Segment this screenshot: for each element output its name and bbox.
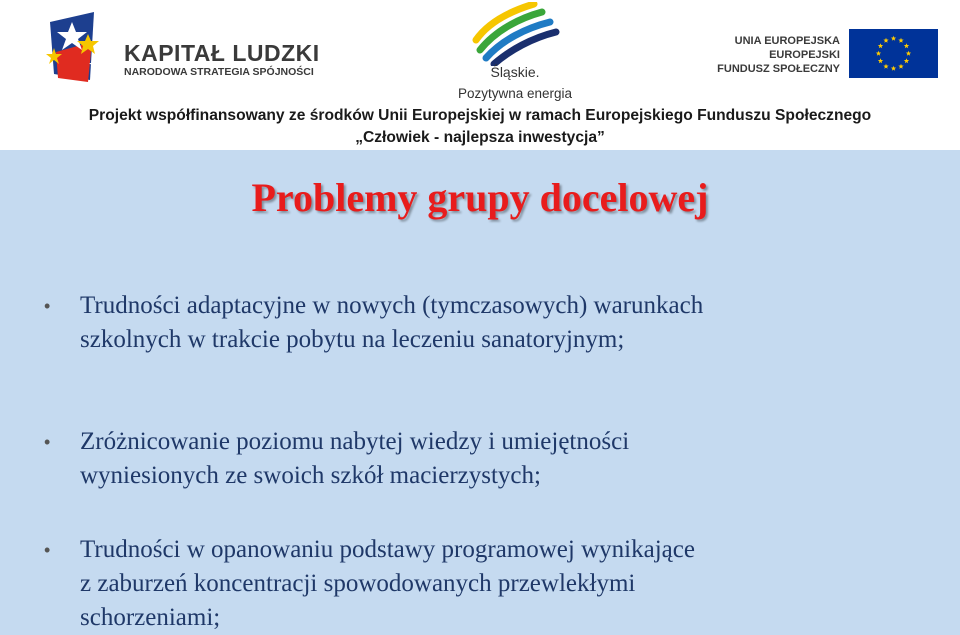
slaskie-name: Śląskie. xyxy=(490,64,540,80)
eu-line: UNIA EUROPEJSKA xyxy=(734,35,840,47)
bullet-item xyxy=(44,289,940,357)
eu-text-block xyxy=(700,34,840,76)
bullet-icon: • xyxy=(44,432,51,452)
kapital-ludzki-title: KAPITAŁ LUDZKI xyxy=(124,40,320,66)
bullet-item xyxy=(44,425,940,493)
logo-header xyxy=(0,0,960,150)
slaskie-logo-icon xyxy=(468,2,562,66)
eu-line: EUROPEJSKI xyxy=(769,49,840,61)
bullet-item xyxy=(44,533,940,635)
project-cofinancing-line: Projekt współfinansowany ze środków Unii Europejskiej w ramach Europejskiego Funduszu Społecznego xyxy=(88,107,872,124)
bullet-text-line: Zróżnicowanie poziomu nabytej wiedzy i umiejętności xyxy=(80,428,630,455)
slaskie-tagline: Pozytywna energia xyxy=(457,86,573,101)
project-slogan: „Człowiek - najlepsza inwestycja” xyxy=(355,129,605,146)
bullet-text-line: schorzeniami; xyxy=(80,604,221,631)
slide-title: Problemy grupy docelowej xyxy=(251,175,709,220)
bullet-icon: • xyxy=(44,540,51,560)
bullet-text-line: szkolnych w trakcie pobytu na leczeniu sanatoryjnym; xyxy=(80,326,625,353)
bullet-text-line: z zaburzeń koncentracji spowodowanych przewlekłymi xyxy=(80,570,636,597)
eu-flag-icon xyxy=(849,29,938,78)
kapital-ludzki-subtitle: NARODOWA STRATEGIA SPÓJNOŚCI xyxy=(124,66,314,78)
eu-line: FUNDUSZ SPOŁECZNY xyxy=(717,63,840,75)
bullet-icon: • xyxy=(44,296,51,316)
bullet-text-line: wyniesionych ze swoich szkół macierzystych; xyxy=(80,462,541,489)
bullet-text-line: Trudności adaptacyjne w nowych (tymczasowych) warunkach xyxy=(80,292,704,319)
kapital-ludzki-logo-icon xyxy=(42,8,130,88)
bullet-text-line: Trudności w opanowaniu podstawy programowej wynikające xyxy=(80,536,695,563)
